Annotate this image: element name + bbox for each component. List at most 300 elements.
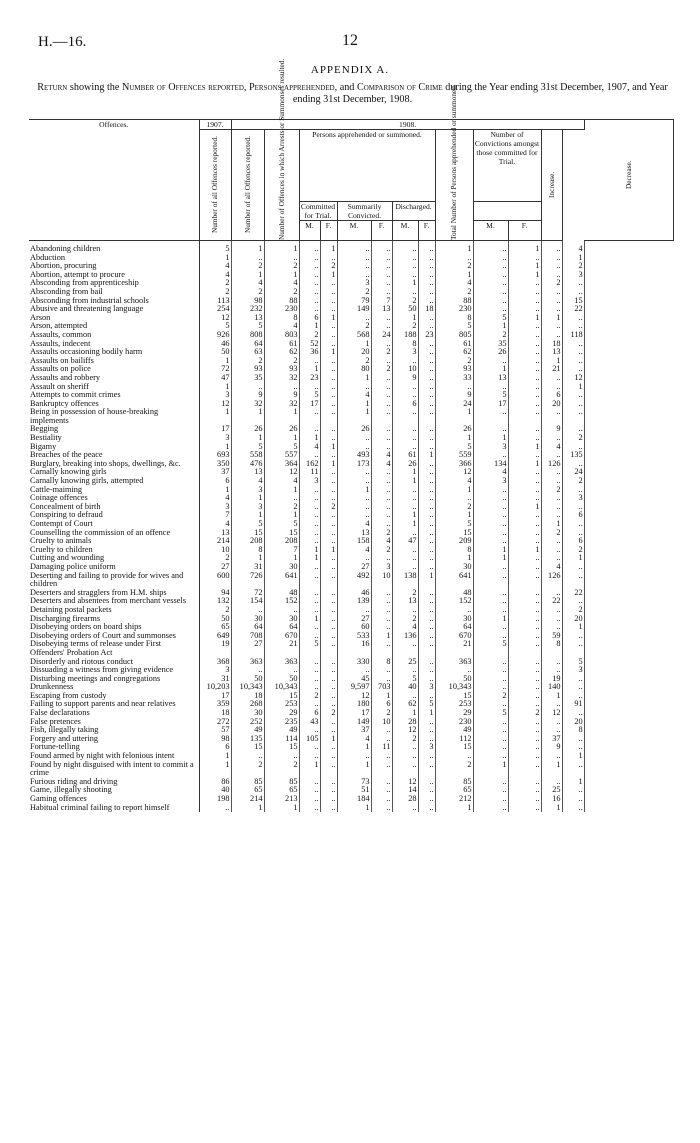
table-cell: 93 xyxy=(435,365,473,374)
table-row xyxy=(29,425,674,434)
table-cell: .. xyxy=(371,752,392,761)
table-cell: 4 xyxy=(371,537,392,546)
discharged-f: F. xyxy=(418,221,435,241)
table-cell: 43 xyxy=(299,718,320,727)
table-cell: .. xyxy=(473,254,508,263)
table-cell: 1 xyxy=(264,408,299,425)
table-cell: .. xyxy=(418,718,435,727)
table-cell: 558 xyxy=(231,451,264,460)
table-cell: 3 xyxy=(562,271,584,280)
table-cell: 15 xyxy=(264,743,299,752)
table-cell: 6 xyxy=(299,709,320,718)
table-cell: 65 xyxy=(231,786,264,795)
table-cell: .. xyxy=(541,503,562,512)
table-cell: 1 xyxy=(371,692,392,701)
table-row xyxy=(29,383,674,392)
table-cell: 2 xyxy=(264,262,299,271)
table-cell: .. xyxy=(392,529,418,538)
table-cell: 12 xyxy=(435,468,473,477)
table-cell: 252 xyxy=(231,718,264,727)
table-cell: 31 xyxy=(199,675,231,684)
table-cell: .. xyxy=(508,511,541,520)
table-cell: 64 xyxy=(231,623,264,632)
table-cell: 9 xyxy=(435,391,473,400)
table-cell: 2 xyxy=(392,322,418,331)
table-row xyxy=(29,279,674,288)
table-cell: .. xyxy=(337,262,371,271)
offence-name: Habitual criminal failing to report himself xyxy=(29,804,199,813)
table-cell: 50 xyxy=(435,675,473,684)
table-cell: .. xyxy=(418,520,435,529)
table-row xyxy=(29,391,674,400)
table-cell: .. xyxy=(371,511,392,520)
table-row xyxy=(29,726,674,735)
table-cell: 15 xyxy=(562,297,584,306)
offence-name: Absconding from industrial schools xyxy=(29,297,199,306)
table-row xyxy=(29,529,674,538)
table-cell: 3 xyxy=(418,683,435,692)
table-cell: .. xyxy=(418,288,435,297)
table-cell: 8 xyxy=(371,658,392,667)
table-cell: .. xyxy=(562,425,584,434)
table-cell: .. xyxy=(562,632,584,641)
table-cell: .. xyxy=(320,658,337,667)
table-cell: 98 xyxy=(231,297,264,306)
page-number: 12 xyxy=(342,32,358,49)
table-cell: 17 xyxy=(199,692,231,701)
table-cell: .. xyxy=(320,615,337,624)
table-cell: .. xyxy=(541,468,562,477)
table-cell: 13 xyxy=(337,529,371,538)
table-cell: 4 xyxy=(473,468,508,477)
table-cell: .. xyxy=(371,254,392,263)
table-cell: 198 xyxy=(199,795,231,804)
table-cell: 2 xyxy=(541,529,562,538)
table-cell: 27 xyxy=(231,640,264,657)
table-cell: 91 xyxy=(562,700,584,709)
table-cell: 98 xyxy=(199,735,231,744)
table-cell: 254 xyxy=(199,305,231,314)
offence-name: Gaming offences xyxy=(29,795,199,804)
table-cell: 803 xyxy=(264,331,299,340)
table-cell: .. xyxy=(371,778,392,787)
table-cell: .. xyxy=(392,391,418,400)
table-cell: .. xyxy=(299,245,320,254)
table-cell: 62 xyxy=(435,348,473,357)
table-cell: .. xyxy=(508,297,541,306)
table-cell: 47 xyxy=(392,537,418,546)
table-cell: 180 xyxy=(337,700,371,709)
table-cell: .. xyxy=(473,726,508,735)
table-cell: 4 xyxy=(435,477,473,486)
table-cell: 30 xyxy=(231,709,264,718)
table-cell: .. xyxy=(508,675,541,684)
table-cell: 4 xyxy=(337,391,371,400)
table-cell: 79 xyxy=(337,297,371,306)
table-row xyxy=(29,546,674,555)
table-cell: 6 xyxy=(199,477,231,486)
table-cell: .. xyxy=(541,297,562,306)
table-cell: 232 xyxy=(231,305,264,314)
table-cell: .. xyxy=(299,503,320,512)
table-cell: 1 xyxy=(231,511,264,520)
table-cell: .. xyxy=(508,683,541,692)
table-cell: 2 xyxy=(371,709,392,718)
offence-name: Fish, illegally taking xyxy=(29,726,199,735)
table-cell: 1 xyxy=(199,254,231,263)
table-cell: .. xyxy=(541,778,562,787)
table-cell: 13 xyxy=(473,374,508,383)
table-cell: .. xyxy=(337,245,371,254)
table-cell: 2 xyxy=(199,279,231,288)
table-cell: 10,343 xyxy=(435,683,473,692)
table-cell: 3 xyxy=(337,279,371,288)
table-cell: 4 xyxy=(337,546,371,555)
persons-group-label: Persons apprehended or summoned. xyxy=(312,130,422,139)
table-cell: 2 xyxy=(371,529,392,538)
table-cell: .. xyxy=(418,563,435,572)
table-cell: .. xyxy=(473,675,508,684)
table-cell: .. xyxy=(508,718,541,727)
table-cell: 136 xyxy=(392,632,418,641)
table-cell: 17 xyxy=(473,400,508,409)
table-cell: 7 xyxy=(371,297,392,306)
table-cell: .. xyxy=(320,623,337,632)
table-cell: 3 xyxy=(418,743,435,752)
table-cell: .. xyxy=(508,615,541,624)
table-cell: 5 xyxy=(473,391,508,400)
table-row xyxy=(29,374,674,383)
table-cell: 1 xyxy=(541,692,562,701)
table-cell: 568 xyxy=(337,331,371,340)
table-cell: 1 xyxy=(371,632,392,641)
table-cell: 2 xyxy=(562,434,584,443)
table-cell: 10 xyxy=(392,365,418,374)
table-cell: 8 xyxy=(435,314,473,323)
table-cell: 492 xyxy=(337,572,371,589)
table-cell: 5 xyxy=(264,520,299,529)
table-cell: .. xyxy=(473,279,508,288)
table-cell: .. xyxy=(418,804,435,813)
table-cell: .. xyxy=(418,400,435,409)
table-cell: 359 xyxy=(199,700,231,709)
table-cell: .. xyxy=(320,383,337,392)
table-cell: 2 xyxy=(562,477,584,486)
table-cell: 1 xyxy=(264,434,299,443)
table-cell: .. xyxy=(299,305,320,314)
table-cell: 4 xyxy=(264,279,299,288)
table-cell: .. xyxy=(418,752,435,761)
title-part-2: and xyxy=(337,82,357,93)
table-cell: .. xyxy=(418,391,435,400)
table-cell: 1 xyxy=(418,451,435,460)
table-cell: .. xyxy=(562,460,584,469)
table-cell: 11 xyxy=(371,743,392,752)
table-cell: 5 xyxy=(199,322,231,331)
table-cell: 114 xyxy=(264,735,299,744)
table-cell: 2 xyxy=(231,761,264,778)
table-cell: .. xyxy=(320,572,337,589)
decrease-label: Decrease. xyxy=(623,160,633,190)
table-cell: 26 xyxy=(392,460,418,469)
table-cell: 4 xyxy=(264,477,299,486)
table-cell: 13 xyxy=(199,529,231,538)
table-cell: .. xyxy=(418,434,435,443)
table-cell: 1 xyxy=(231,804,264,813)
table-cell: 2 xyxy=(299,331,320,340)
offence-name: False pretences xyxy=(29,718,199,727)
table-cell: 1 xyxy=(199,383,231,392)
table-cell: .. xyxy=(299,451,320,460)
table-cell: 368 xyxy=(199,658,231,667)
table-cell: 152 xyxy=(435,597,473,606)
table-cell: .. xyxy=(392,494,418,503)
table-cell: 15 xyxy=(435,529,473,538)
table-cell: 5 xyxy=(473,709,508,718)
summarily-header xyxy=(337,202,392,221)
table-cell: .. xyxy=(562,279,584,288)
table-cell: 126 xyxy=(541,572,562,589)
table-cell: .. xyxy=(392,288,418,297)
table-cell: 62 xyxy=(392,700,418,709)
table-cell: 214 xyxy=(199,537,231,546)
table-cell: .. xyxy=(299,563,320,572)
table-row xyxy=(29,683,674,692)
year-1908-label: 1908. xyxy=(399,120,417,129)
table-cell: 30 xyxy=(435,615,473,624)
table-cell: 22 xyxy=(562,305,584,314)
table-cell: 208 xyxy=(231,537,264,546)
table-cell: .. xyxy=(562,597,584,606)
table-cell: 15 xyxy=(435,692,473,701)
committed-header xyxy=(299,202,337,221)
table-cell: .. xyxy=(562,804,584,813)
table-cell: 1 xyxy=(320,546,337,555)
table-cell: 30 xyxy=(231,615,264,624)
table-cell: .. xyxy=(508,425,541,434)
table-row xyxy=(29,305,674,314)
table-cell: 2 xyxy=(199,606,231,615)
table-cell: 37 xyxy=(199,468,231,477)
table-cell: 20 xyxy=(562,615,584,624)
table-cell: 5 xyxy=(299,640,320,657)
table-cell: 7 xyxy=(199,511,231,520)
table-cell: 28 xyxy=(392,718,418,727)
table-cell: 5 xyxy=(473,314,508,323)
table-cell: 364 xyxy=(264,460,299,469)
table-row xyxy=(29,503,674,512)
table-cell: .. xyxy=(299,666,320,675)
committed-label: Committed for Trial. xyxy=(300,202,336,221)
offence-name: Discharging firearms xyxy=(29,615,199,624)
table-cell: .. xyxy=(541,666,562,675)
offence-name: Arson, attempted xyxy=(29,322,199,331)
table-cell: 1 xyxy=(392,511,418,520)
table-cell: .. xyxy=(320,563,337,572)
table-cell: .. xyxy=(508,305,541,314)
offence-name: Burglary, breaking into shops, dwellings, &c. xyxy=(29,460,199,469)
table-cell: .. xyxy=(320,666,337,675)
table-cell: 3 xyxy=(299,477,320,486)
table-cell: .. xyxy=(473,262,508,271)
table-cell: .. xyxy=(231,666,264,675)
table-cell: .. xyxy=(508,658,541,667)
table-cell: 3 xyxy=(231,503,264,512)
table-cell: .. xyxy=(562,563,584,572)
table-cell: .. xyxy=(320,726,337,735)
table-cell: .. xyxy=(435,383,473,392)
table-cell: 50 xyxy=(392,305,418,314)
table-cell: 49 xyxy=(264,726,299,735)
table-cell: .. xyxy=(371,468,392,477)
table-cell: 61 xyxy=(392,451,418,460)
table-cell: .. xyxy=(320,683,337,692)
table-cell: 3 xyxy=(392,348,418,357)
table-cell: .. xyxy=(231,606,264,615)
table-cell: .. xyxy=(418,297,435,306)
year-1907-header xyxy=(199,120,231,130)
table-cell: 45 xyxy=(337,675,371,684)
offence-name: Conspiring to defraud xyxy=(29,511,199,520)
table-row xyxy=(29,572,674,589)
table-cell: .. xyxy=(299,271,320,280)
table-cell: .. xyxy=(371,597,392,606)
table-cell: .. xyxy=(562,391,584,400)
table-cell: .. xyxy=(562,640,584,657)
table-cell: .. xyxy=(508,735,541,744)
table-cell: 1 xyxy=(337,804,371,813)
table-cell: 8 xyxy=(264,314,299,323)
table-cell: 17 xyxy=(337,709,371,718)
table-cell: 6 xyxy=(371,700,392,709)
table-cell: .. xyxy=(299,425,320,434)
table-cell: .. xyxy=(371,589,392,598)
table-cell: .. xyxy=(299,529,320,538)
table-cell: .. xyxy=(541,589,562,598)
table-cell: .. xyxy=(320,778,337,787)
table-cell: 1 xyxy=(418,572,435,589)
table-cell: .. xyxy=(337,468,371,477)
table-cell: 3 xyxy=(562,666,584,675)
table-cell: 1 xyxy=(541,520,562,529)
table-cell: .. xyxy=(473,297,508,306)
offence-name: Assaults on bailiffs xyxy=(29,357,199,366)
table-cell: 3 xyxy=(199,391,231,400)
table-cell: .. xyxy=(392,546,418,555)
discharged-m: M. xyxy=(392,221,418,241)
table-cell: 366 xyxy=(435,460,473,469)
table-cell: 1 xyxy=(231,408,264,425)
table-row xyxy=(29,778,674,787)
table-cell: 17 xyxy=(299,400,320,409)
table-cell: .. xyxy=(508,692,541,701)
table-cell: 1 xyxy=(508,271,541,280)
table-cell: 1 xyxy=(231,554,264,563)
table-cell: .. xyxy=(418,340,435,349)
table-cell: .. xyxy=(541,546,562,555)
table-cell: .. xyxy=(320,340,337,349)
table-cell: .. xyxy=(371,374,392,383)
offence-name: Disturbing meetings and congregations xyxy=(29,675,199,684)
table-cell: 600 xyxy=(199,572,231,589)
table-cell: 19 xyxy=(541,675,562,684)
table-cell: 1 xyxy=(320,443,337,452)
table-cell: 1 xyxy=(231,434,264,443)
table-cell: .. xyxy=(541,434,562,443)
table-cell: 1 xyxy=(435,408,473,425)
table-cell: 559 xyxy=(435,451,473,460)
table-cell: 1 xyxy=(320,460,337,469)
table-row xyxy=(29,700,674,709)
table-cell: 2 xyxy=(562,606,584,615)
table-cell: 10 xyxy=(371,572,392,589)
table-cell: .. xyxy=(392,743,418,752)
convictions-label: Number of Convictions amongst those committed for Trial. xyxy=(474,130,540,166)
table-cell: 2 xyxy=(562,546,584,555)
table-cell: 6 xyxy=(299,314,320,323)
table-cell: .. xyxy=(508,786,541,795)
table-cell: 493 xyxy=(337,451,371,460)
table-cell: .. xyxy=(299,752,320,761)
table-cell: 3 xyxy=(199,666,231,675)
table-cell: .. xyxy=(541,254,562,263)
table-cell: .. xyxy=(320,520,337,529)
table-cell: .. xyxy=(435,606,473,615)
table-cell: .. xyxy=(392,606,418,615)
table-cell: 26 xyxy=(473,348,508,357)
table-cell: .. xyxy=(508,700,541,709)
table-cell: 2 xyxy=(337,288,371,297)
table-cell: .. xyxy=(473,520,508,529)
table-cell: .. xyxy=(231,752,264,761)
table-cell: 63 xyxy=(231,348,264,357)
table-cell: .. xyxy=(541,322,562,331)
table-cell: 30 xyxy=(435,563,473,572)
table-cell: 1 xyxy=(299,322,320,331)
table-row xyxy=(29,735,674,744)
table-cell: .. xyxy=(231,383,264,392)
table-cell: .. xyxy=(473,486,508,495)
table-cell: 3 xyxy=(231,486,264,495)
table-cell: .. xyxy=(562,348,584,357)
table-cell: 1 xyxy=(392,520,418,529)
table-cell: .. xyxy=(320,322,337,331)
page-reference: H.—16. xyxy=(38,34,87,50)
table-cell: .. xyxy=(473,563,508,572)
table-cell: 22 xyxy=(541,597,562,606)
table-cell: .. xyxy=(371,322,392,331)
table-cell: .. xyxy=(541,718,562,727)
table-cell: .. xyxy=(418,271,435,280)
table-cell: .. xyxy=(473,666,508,675)
table-cell: .. xyxy=(541,245,562,254)
title-part-3: during the Year ending 31st December, 1907, and Year ending 31st December, 1908. xyxy=(292,82,668,105)
table-cell: 13 xyxy=(231,314,264,323)
table-cell: .. xyxy=(299,743,320,752)
table-cell: .. xyxy=(562,486,584,495)
table-cell: 1 xyxy=(199,357,231,366)
table-cell: .. xyxy=(320,477,337,486)
table-cell: 4 xyxy=(541,443,562,452)
table-cell: .. xyxy=(418,357,435,366)
offence-name: Furious riding and driving xyxy=(29,778,199,787)
offence-name: Absconding from apprenticeship xyxy=(29,279,199,288)
offence-name: Counselling the commission of an offence xyxy=(29,529,199,538)
table-cell: .. xyxy=(418,735,435,744)
table-cell: .. xyxy=(371,279,392,288)
table-cell: .. xyxy=(508,537,541,546)
table-cell: 2 xyxy=(264,288,299,297)
